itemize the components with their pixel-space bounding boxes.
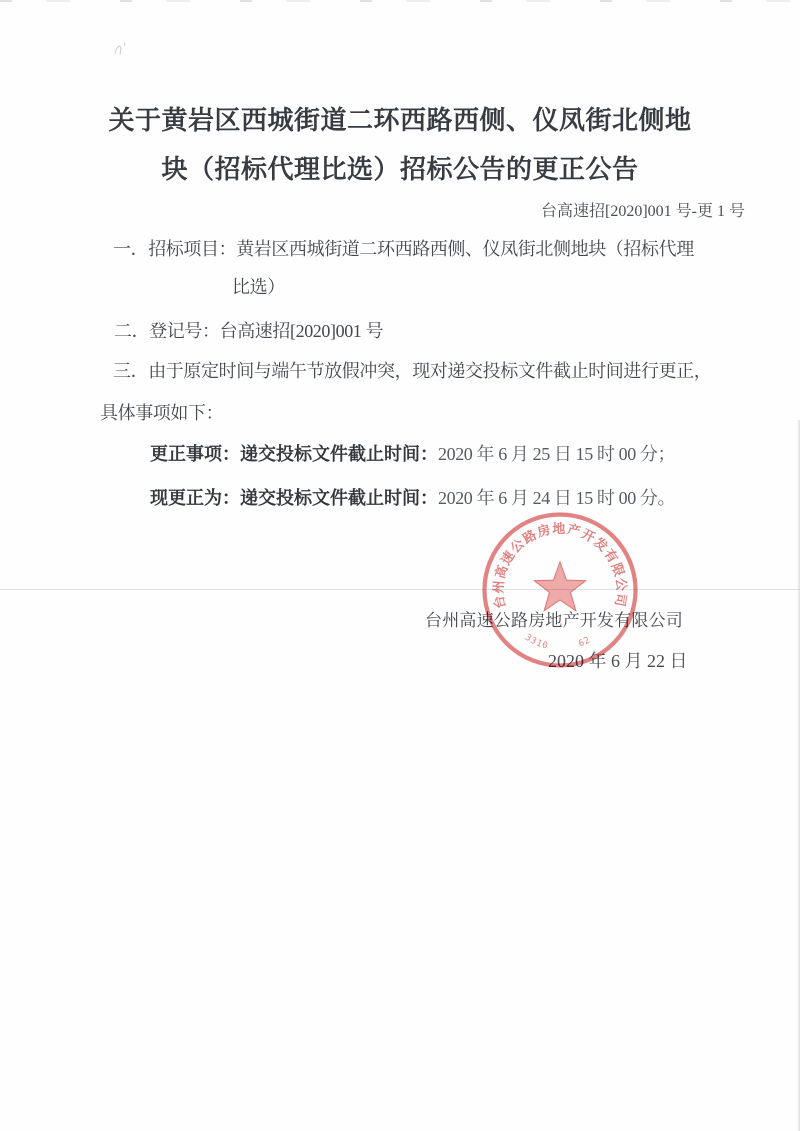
stamp-ring: [485, 515, 636, 666]
correction-updated-value: 2020 年 6 月 24 日 15 时 00 分。: [438, 488, 676, 508]
correction-original-label: 更正事项：: [150, 444, 240, 464]
svg-text:台州高速公路房地产开发有限公司: [491, 521, 630, 610]
correction-updated-field: 递交投标文件截止时间：: [240, 488, 438, 508]
correction-updated-line: [150, 484, 675, 510]
document-title-line2: 块（招标代理比选）招标公告的更正公告: [161, 155, 639, 184]
item-1-number: 一．: [113, 239, 149, 259]
pencil-mark: [112, 36, 132, 62]
item-2-line-1: [114, 317, 383, 343]
signature-company-name: 台州高速公路房地产开发有限公司: [425, 611, 683, 630]
item-3-number: 三．: [113, 361, 149, 381]
scanner-streak-line: [0, 589, 800, 590]
svg-text:3310: [523, 633, 550, 652]
signature-date: 2020 年 6 月 22 日: [548, 651, 688, 671]
item-3-line-2: 具体事项如下：: [100, 403, 224, 423]
stamp-ring-text: 台州高速公路房地产开发有限公司: [490, 521, 630, 611]
item-1-line-1: [113, 235, 694, 261]
item-3-line-1: [113, 357, 711, 383]
reference-number: 台高速招[2020]001 号-更 1 号: [541, 203, 745, 220]
item-1-text: 招标项目：黄岩区西城街道二环西路西侧、仪凤街北侧地块（招标代理: [148, 239, 694, 259]
stamp-serial-left: 3310: [522, 632, 550, 652]
scan-edge-artifact: [0, 0, 800, 2]
item-1-line-2: 比选）: [232, 277, 285, 297]
correction-updated-label: 现更正为：: [150, 488, 240, 508]
company-seal-stamp: [480, 510, 640, 670]
item-2-text: 登记号：台高速招[2020]001 号: [149, 321, 384, 341]
star-icon: [534, 562, 585, 611]
correction-original-value: 2020 年 6 月 25 日 15 时 00 分；: [438, 444, 676, 464]
correction-original-line: [150, 440, 675, 466]
item-2-number: 二．: [114, 321, 150, 341]
correction-original-field: 递交投标文件截止时间：: [240, 444, 438, 464]
stamp-serial-right: 62: [577, 635, 593, 650]
document-title-line1: 关于黄岩区西城街道二环西路西侧、仪凤街北侧地: [108, 106, 692, 135]
item-3-text: 由于原定时间与端午节放假冲突，现对递交投标文件截止时间进行更正，: [148, 361, 712, 381]
